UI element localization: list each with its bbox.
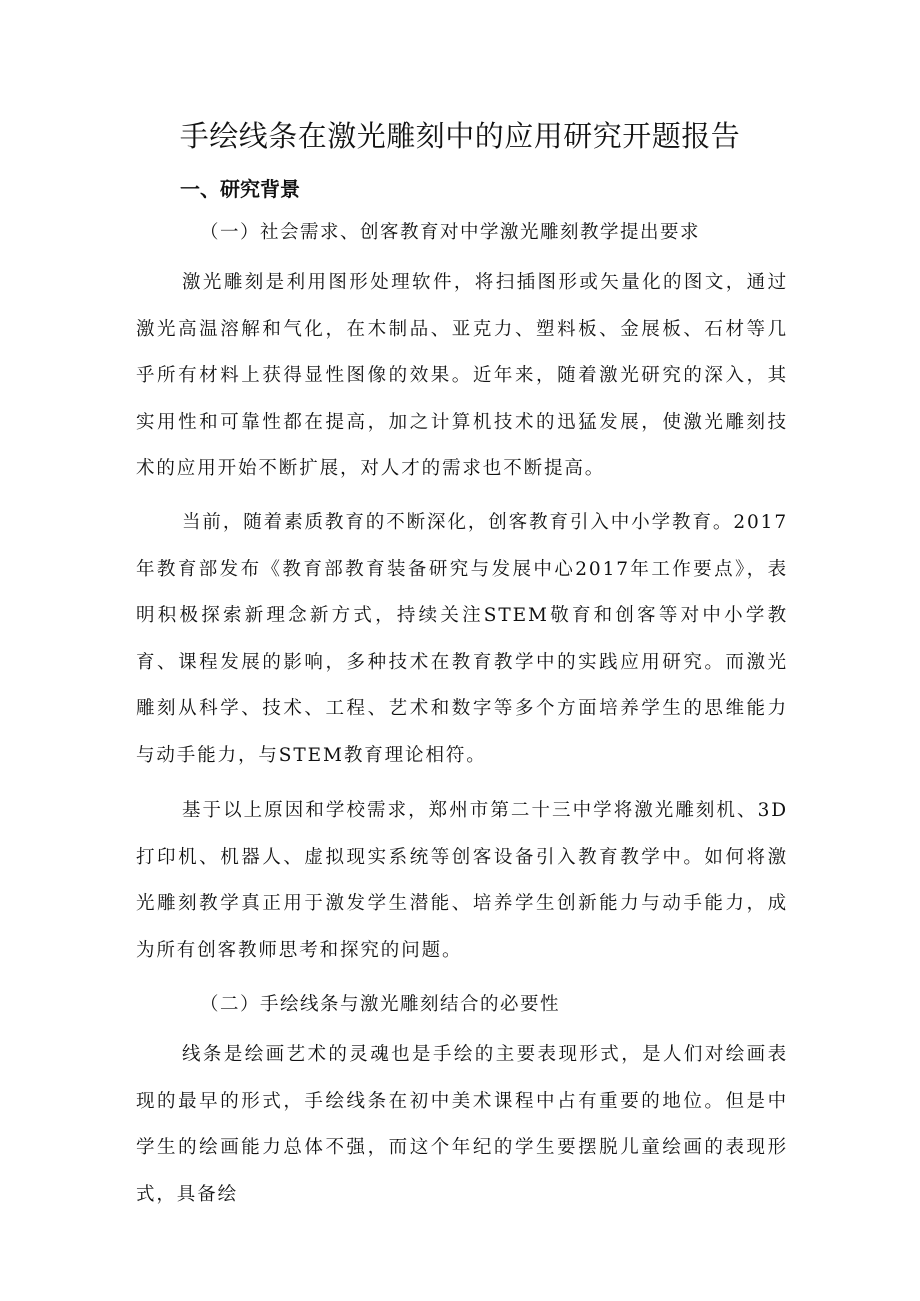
subheading-social-demand: （一）社会需求、创客教育对中学激光雕刻教学提出要求	[200, 222, 701, 243]
paragraph-maker-education: 当前，随着素质教育的不断深化，创客教育引入中小学教育。2017年教育部发布《教育部教育装备研究与发展中心2017年工作要点》，表明积极探索新理念新方式，持续关注STEM敬育和创客等对中小学教育、课程发展的影响，多种技术在教育教学中的实践应用研究。而激光雕刻从科学、技术、工程、艺术和数字等多个方面培养学生的思维能力与动手能力，与STEM教育理论相符。	[136, 512, 788, 766]
paragraph-hand-drawn-lines: 线条是绘画艺术的灵魂也是手绘的主要表现形式，是人们对绘画表现的最早的形式，手绘线条在初中美术课程中占有重要的地位。但是中学生的绘画能力总体不强，而这个年纪的学生要摆脱儿童绘画的表现形式，具备绘	[136, 1044, 788, 1205]
paragraph-laser-engraving-intro: 激光雕刻是利用图形处理软件，将扫插图形或矢量化的图文，通过激光高温溶解和气化，在木制品、亚克力、塑料板、金展板、石材等几乎所有材料上获得显性图像的效果。近年来，随着激光研究的深入，其实用性和可靠性都在提高，加之计算机技术的迅猛发展，使激光雕刻技术的应用开始不断扩展，对人才的需求也不断提高。	[136, 272, 788, 479]
section-heading-research-background: 一、研究背景	[180, 177, 300, 201]
paragraph-school-equipment: 基于以上原因和学校需求，郑州市第二十三中学将激光雕刻机、3D打印机、机器人、虚拟现实系统等创客设备引入教育教学中。如何将激光雕刻教学真正用于激发学生潜能、培养学生创新能力与动手能力，成为所有创客教师思考和探究的问题。	[136, 800, 788, 961]
document-title: 手绘线条在激光雕刻中的应用研究开题报告	[179, 119, 741, 153]
subheading-necessity: （二）手绘线条与激光雕刻结合的必要性	[200, 994, 561, 1015]
